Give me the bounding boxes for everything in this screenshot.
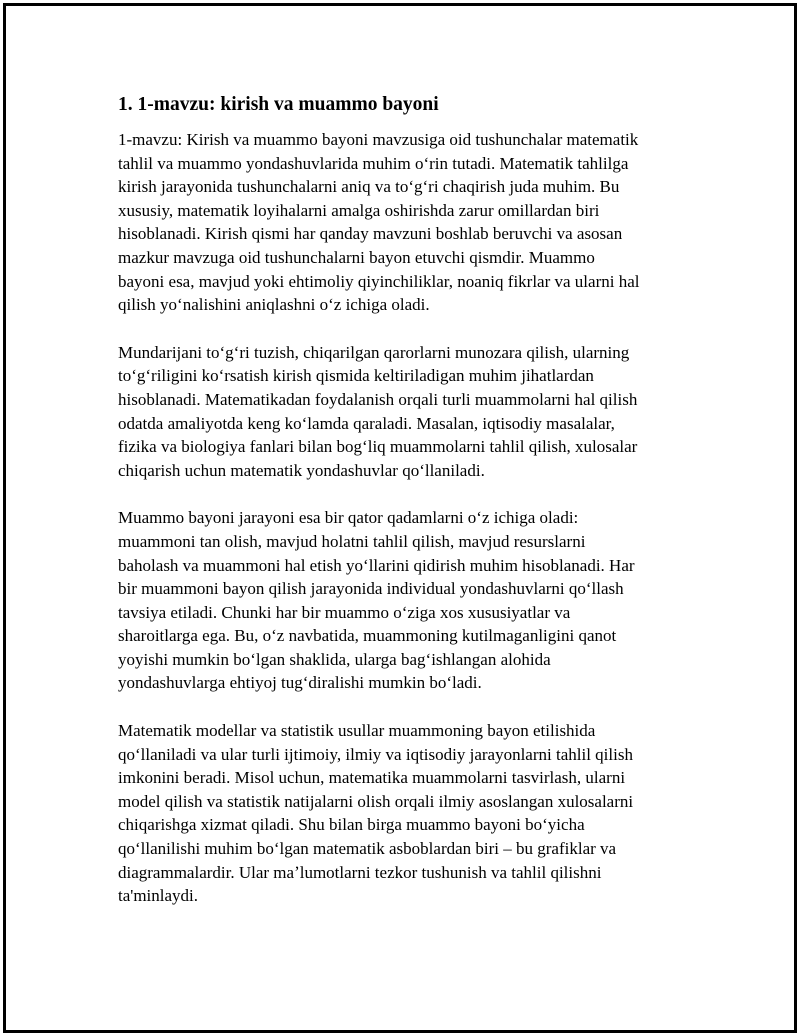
paragraph-3: Muammo bayoni jarayoni esa bir qator qadamlarni oʻz ichiga oladi: muammoni tan olish, mavjud holatni tahlil qilish, mavjud resurslarni baholash va muammoni hal etish yoʻllarini qidirish muhim hisoblanadi. Har bir muammoni bayon qilish jarayonida individual yondashuvlarni qoʻllash tavsiya etiladi. Chunki har bir muammo oʻziga xos xususiyatlar va sharoitlarga ega. Bu, oʻz navbatida, muammoning kutilmaganligini qanot yoyishi mumkin boʻlgan shaklida, ularga bagʻishlangan alohida yondashuvlarga ehtiyoj tugʻdiralishi mumkin boʻladi.	[118, 508, 635, 693]
document-body	[118, 92, 680, 932]
paragraph-1: 1-mavzu: Kirish va muammo bayoni mavzusiga oid tushunchalar matematik tahlil va muammo yondashuvlarida muhim oʻrin tutadi. Matematik tahlilga kirish jarayonida tushunchalarni aniq va toʻgʻri chaqirish juda muhim. Bu xususiy, matematik loyihalarni amalga oshirishda zarur omillardan biri hisoblanadi. Kirish qismi har qanday mavzuni boshlab beruvchi va asosan mazkur mavzuga oid tushunchalarni bayon etuvchi qismdir. Muammo bayoni esa, mavjud yoki ehtimoliy qiyinchiliklar, noaniq fikrlar va ularni hal qilish yoʻnalishini aniqlashni oʻz ichiga oladi.	[118, 130, 640, 315]
paragraph-2: Mundarijani toʻgʻri tuzish, chiqarilgan qarorlarni munozara qilish, ularning toʻgʻriligini koʻrsatish kirish qismida keltiriladigan muhim jihatlardan hisoblanadi. Matematikadan foydalanish orqali turli muammolarni hal qilish odatda amaliyotda keng koʻlamda qaraladi. Masalan, iqtisodiy masalalar, fizika va biologiya fanlari bilan bogʻliq muammolarni tahlil qilish, xulosalar chiqarish uchun matematik yondashuvlar qoʻllaniladi.	[118, 342, 638, 480]
section-heading: 1. 1-mavzu: kirish va muammo bayoni	[118, 94, 439, 115]
paragraph-4: Matematik modellar va statistik usullar muammoning bayon etilishida qoʻllaniladi va ular turli ijtimoiy, ilmiy va iqtisodiy jarayonlarni tahlil qilish imkonini beradi. Misol uchun, matematika muammolarni tasvirlash, ularni model qilish va statistik natijalarni olish orqali ilmiy asoslangan xulosalarni chiqarishga xizmat qiladi. Shu bilan birga muammo bayoni boʻyicha qoʻllanilishi muhim boʻlgan matematik asboblardan biri – bu grafiklar va diagrammalardir. Ular maʼlumotlarni tezkor tushunish va tahlil qilishni ta'minlaydi.	[118, 721, 634, 906]
